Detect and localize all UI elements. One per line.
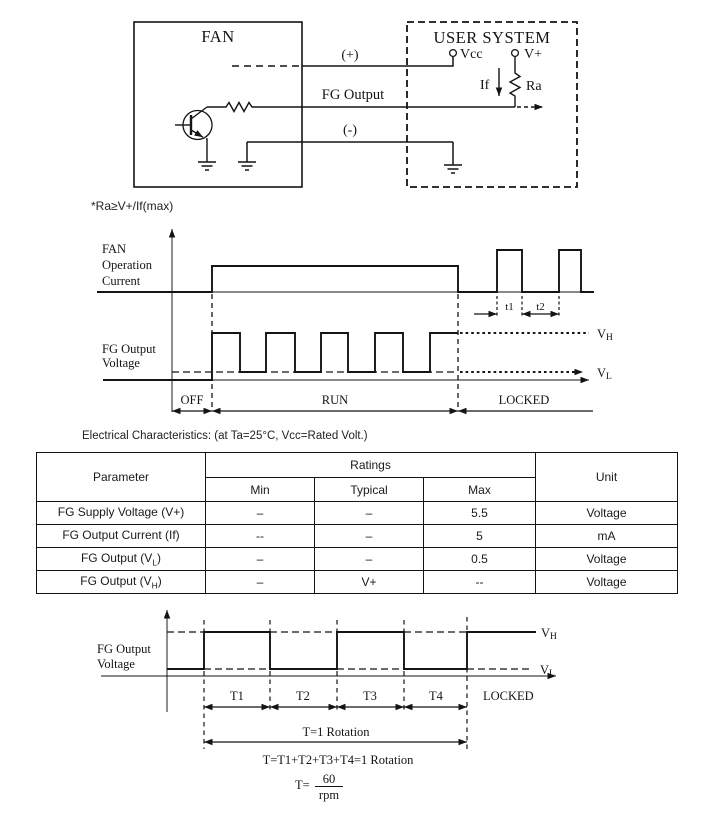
typical-cell: V+ [315, 571, 424, 594]
ra-resistor-icon [510, 57, 520, 108]
vplus-terminal [512, 50, 519, 57]
table-row [37, 525, 678, 548]
op-current-label-line3: Current [102, 274, 141, 288]
vcc-terminal [450, 50, 457, 57]
fan-box [134, 22, 302, 187]
header-ratings: Ratings [206, 453, 536, 478]
op-current-label-line1: FAN [102, 242, 127, 256]
typical-cell: – [315, 548, 424, 571]
param-cell: FG Output $(V_H)$ [37, 571, 206, 594]
plus-label: (+) [341, 48, 359, 63]
header-max: Max [424, 478, 536, 502]
param-cell: FG Output $(V_L)$ [37, 548, 206, 571]
ra-formula-note: *Ra≥V+/If(max) [91, 199, 174, 213]
fraction-numerator: 60 [322, 772, 336, 786]
header-typical: Typical [315, 478, 424, 502]
min-cell: – [206, 571, 315, 594]
locked-label: LOCKED [483, 689, 534, 703]
t1-label: t1 [505, 301, 514, 313]
table-title: Electrical Characteristics: (at Ta=25°C, Vcc=Rated Volt.) [82, 430, 368, 442]
fan-series-resistor-icon [207, 103, 253, 112]
fg-output-wire-label: FG Output [321, 87, 385, 103]
ground-icon [444, 165, 462, 173]
table-row [37, 571, 678, 594]
max-cell: 5.5 [424, 502, 536, 525]
minus-wire [247, 142, 453, 165]
table-row [37, 502, 678, 525]
t2-label: t2 [536, 301, 545, 313]
phase-locked-label: LOCKED [498, 393, 550, 407]
fan-box-label: FAN [201, 27, 235, 46]
transistor-icon [175, 107, 212, 162]
minus-label: (-) [343, 123, 357, 138]
user-system-label: USER SYSTEM [433, 28, 551, 47]
fraction-denominator: rpm [318, 788, 340, 802]
max-cell: 5 [424, 525, 536, 548]
vh-level-label: VH [597, 327, 613, 343]
vh-level-label: VH [541, 626, 557, 642]
unit-cell: Voltage [536, 548, 678, 571]
ground-icon [238, 162, 256, 170]
max-cell: -- [424, 571, 536, 594]
fg-voltage-label-line2: Voltage [102, 356, 140, 370]
operation-timing-diagram [0, 218, 717, 425]
vl-level-label: VL [597, 366, 612, 382]
min-cell: -- [206, 525, 315, 548]
ground-icon [198, 162, 216, 170]
fg-voltage-waveform [167, 632, 536, 669]
period-t4-label: T4 [429, 689, 443, 703]
period-t3-label: T3 [363, 689, 377, 703]
period-fraction-formula [295, 772, 343, 802]
min-cell: – [206, 548, 315, 571]
param-cell: FG Output Current (If) [37, 525, 206, 548]
vl-level-label: VL [540, 663, 555, 679]
unit-cell: Voltage [536, 571, 678, 594]
min-cell: – [206, 502, 315, 525]
fg-output-circuit-diagram [0, 0, 717, 218]
rotation-formula: T=T1+T2+T3+T4=1 Rotation [262, 753, 414, 767]
fg-voltage-label-line1: FG Output [102, 342, 156, 356]
typical-cell: – [315, 502, 424, 525]
rotation-timing-diagram [0, 600, 717, 818]
header-parameter: Parameter [37, 453, 206, 502]
vplus-label: V+ [524, 47, 543, 62]
phase-run-label: RUN [321, 393, 349, 407]
header-unit: Unit [536, 453, 678, 502]
period-t1-label: T1 [230, 689, 244, 703]
electrical-characteristics-table [36, 452, 678, 594]
fg-voltage-waveform [103, 333, 458, 380]
param-cell: FG Supply Voltage (V+) [37, 502, 206, 525]
fg-voltage-label-line1: FG Output [97, 642, 151, 656]
typical-cell: – [315, 525, 424, 548]
header-min: Min [206, 478, 315, 502]
phase-off-label: OFF [180, 393, 204, 407]
table-row [37, 548, 678, 571]
unit-cell: mA [536, 525, 678, 548]
fg-voltage-label-line2: Voltage [97, 657, 135, 671]
vcc-label: Vcc [460, 47, 483, 62]
ra-label: Ra [526, 79, 542, 94]
unit-cell: Voltage [536, 502, 678, 525]
if-label: If [480, 78, 490, 93]
period-t2-label: T2 [296, 689, 310, 703]
op-current-label-line2: Operation [102, 258, 152, 272]
t-equals-label: T= [295, 778, 310, 792]
max-cell: 0.5 [424, 548, 536, 571]
rotation-span-label: T=1 Rotation [302, 725, 370, 739]
